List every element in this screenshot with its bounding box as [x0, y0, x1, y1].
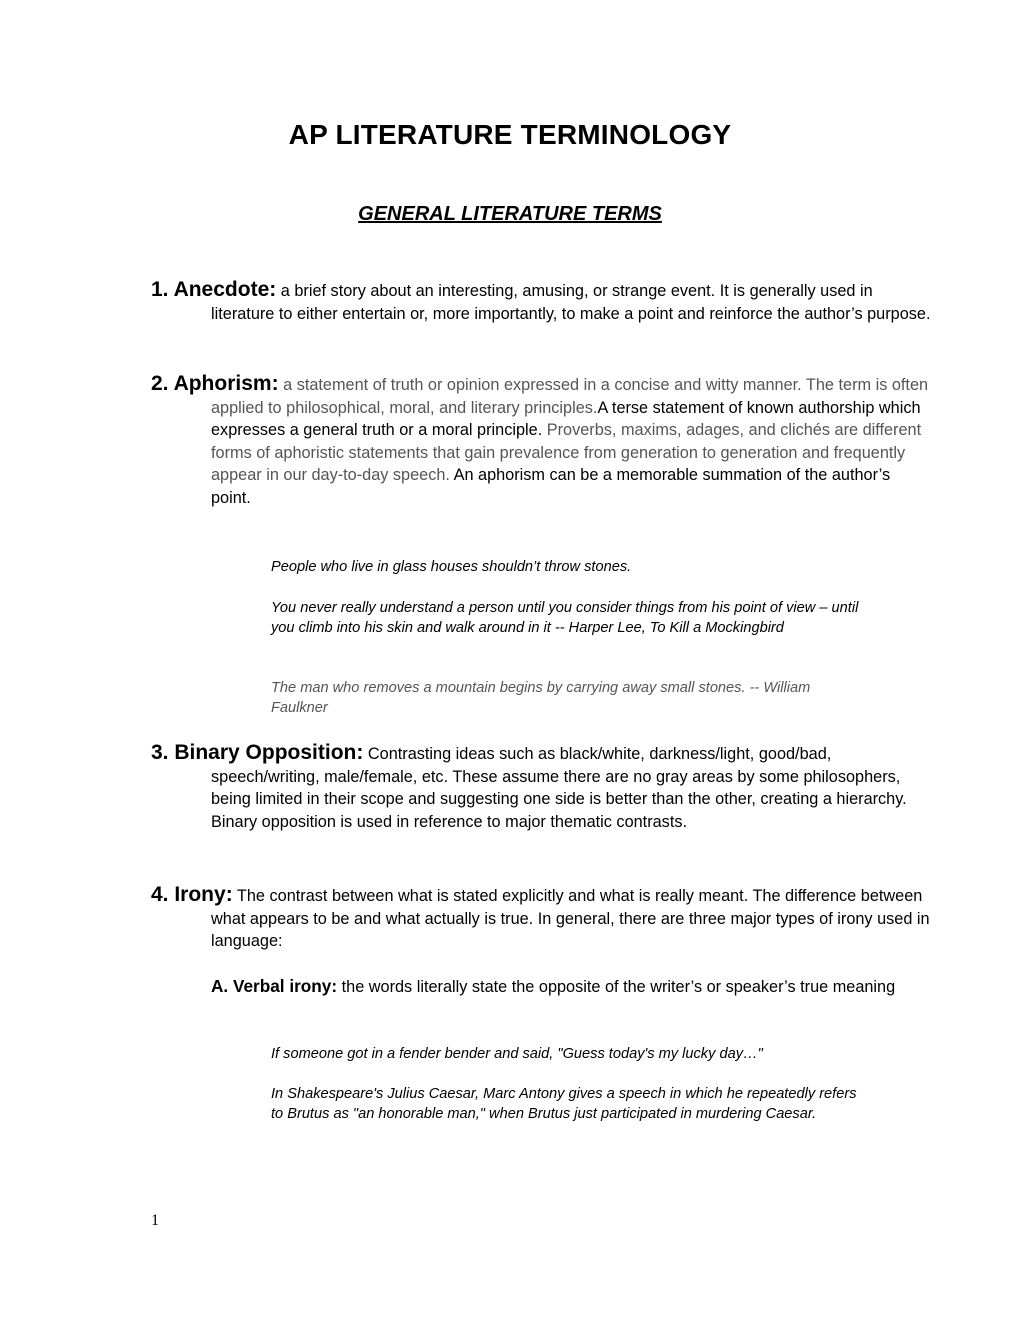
term-definition: An aphorism can be a memorable summation of the author’s point.: [211, 466, 891, 507]
term-label: 2. Aphorism:: [151, 372, 279, 395]
term-definition: Proverbs, maxims, adages, and clichés are different forms of aphoristic statements that gain prevalence from generation to generation and frequently appear in our day-to-day speech.: [211, 421, 922, 485]
term-entry-anecdote: [151, 279, 933, 325]
term-definition: A terse statement of known authorship which expresses a general truth or a moral principle.: [211, 398, 921, 440]
document-title: AP LITERATURE TERMINOLOGY: [288, 119, 732, 150]
term-label: 3. Binary Opposition:: [151, 741, 364, 764]
subterm-definition: the words literally state the opposite of the writer’s or speaker’s true meaning: [341, 978, 896, 996]
example-quote: The man who removes a mountain begins by carrying away small stones. -- William Faulkner: [271, 680, 811, 716]
page-number: 1: [151, 1212, 159, 1229]
term-entry-irony: [151, 884, 933, 953]
term-entry-aphorism: [151, 373, 933, 510]
term-definition: Contrasting ideas such as black/white, darkness/light, good/bad, speech/writing, male/female, etc. These assume there are no gray areas by some philosophers, being limited in their scope and suggesting one side is better than the other, creating a hierarchy. Binary opposition is used in reference to major thematic contrasts.: [211, 745, 907, 831]
subterm-entry-verbal-irony: [211, 975, 933, 999]
term-definition: a brief story about an interesting, amusing, or strange event. It is generally used in literature to either entertain or, more importantly, to make a point and reinforce the author’s purpose.: [211, 282, 931, 323]
term-entry-binary-opposition: [151, 742, 933, 833]
section-heading: GENERAL LITERATURE TERMS: [358, 203, 662, 225]
term-definition: a statement of truth or opinion expressed in a concise and witty manner. The term is often applied to philosophical, moral, and literary principles.: [211, 376, 929, 417]
term-label: 4. Irony:: [151, 883, 233, 906]
term-label: 1. Anecdote:: [151, 278, 277, 301]
example-quote: In Shakespeare's Julius Caesar, Marc Antony gives a speech in which he repeatedly refers to Brutus as "an honorable man," when Brutus just participated in murdering Caesar.: [271, 1086, 857, 1122]
subterm-label: A. Verbal irony:: [211, 976, 338, 996]
example-quote: If someone got in a fender bender and said, "Guess today's my lucky day…": [271, 1046, 763, 1062]
example-quote: People who live in glass houses shouldn’t throw stones.: [271, 559, 632, 575]
term-definition: The contrast between what is stated explicitly and what is really meant. The difference between what appears to be and what actually is true. In general, there are three major types of irony used in language:: [211, 887, 930, 951]
example-quote: You never really understand a person until you consider things from his point of view – until you climb into his skin and walk around in it -- Harper Lee, To Kill a Mockingbird: [271, 600, 859, 636]
